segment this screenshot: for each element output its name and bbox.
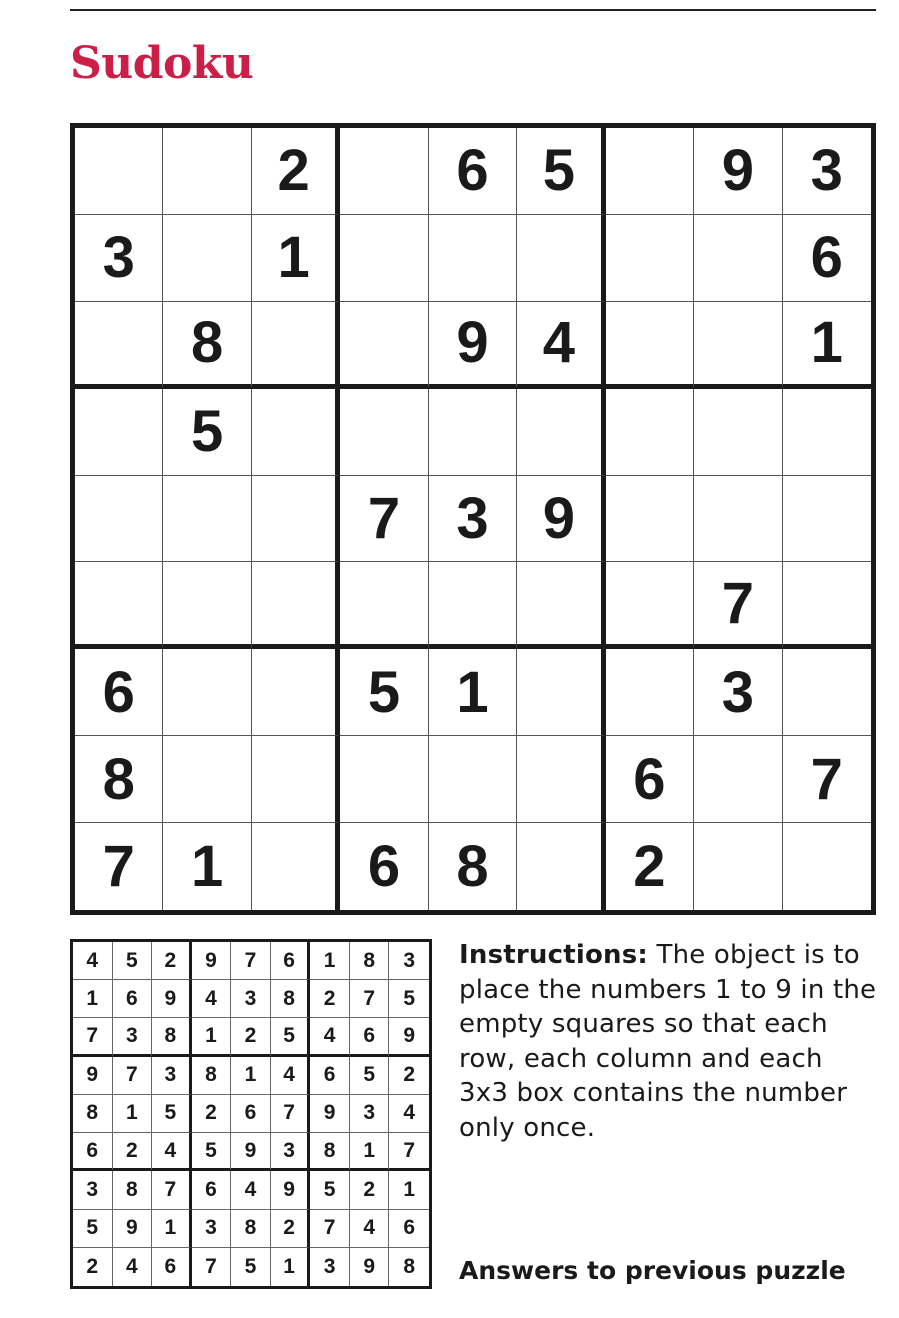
answer-cell-r6-c1: 6 [73, 1133, 113, 1171]
answer-cell-r2-c7: 2 [310, 980, 350, 1018]
puzzle-cell-r7-c4: 5 [340, 649, 428, 736]
puzzle-cell-r6-c5[interactable] [429, 562, 517, 649]
puzzle-cell-r2-c3: 1 [252, 215, 340, 302]
puzzle-cell-r1-c4[interactable] [340, 128, 428, 215]
answer-cell-r2-c8: 7 [350, 980, 390, 1018]
puzzle-cell-r5-c2[interactable] [163, 476, 251, 563]
answer-cell-r4-c4: 8 [192, 1057, 232, 1095]
answer-cell-r9-c8: 9 [350, 1248, 390, 1286]
answer-cell-r6-c5: 9 [231, 1133, 271, 1171]
puzzle-cell-r5-c3[interactable] [252, 476, 340, 563]
answer-cell-r8-c5: 8 [231, 1210, 271, 1248]
answer-cell-r7-c3: 7 [152, 1171, 192, 1209]
answer-cell-r9-c5: 5 [231, 1248, 271, 1286]
puzzle-cell-r6-c2[interactable] [163, 562, 251, 649]
puzzle-cell-r9-c5: 8 [429, 823, 517, 910]
answer-cell-r7-c1: 3 [73, 1171, 113, 1209]
puzzle-cell-r7-c3[interactable] [252, 649, 340, 736]
answer-cell-r2-c4: 4 [192, 980, 232, 1018]
puzzle-cell-r1-c7[interactable] [606, 128, 694, 215]
answer-cell-r6-c3: 4 [152, 1133, 192, 1171]
puzzle-cell-r6-c4[interactable] [340, 562, 428, 649]
answer-cell-r5-c2: 1 [113, 1095, 153, 1133]
answer-cell-r5-c5: 6 [231, 1095, 271, 1133]
answer-cell-r9-c3: 6 [152, 1248, 192, 1286]
answer-cell-r7-c8: 2 [350, 1171, 390, 1209]
puzzle-cell-r8-c5[interactable] [429, 736, 517, 823]
answer-cell-r4-c9: 2 [389, 1057, 429, 1095]
answer-cell-r8-c6: 2 [271, 1210, 311, 1248]
answer-cell-r4-c7: 6 [310, 1057, 350, 1095]
puzzle-cell-r9-c1: 7 [75, 823, 163, 910]
answer-cell-r8-c1: 5 [73, 1210, 113, 1248]
puzzle-cell-r1-c8: 9 [694, 128, 782, 215]
puzzle-cell-r7-c7[interactable] [606, 649, 694, 736]
puzzle-cell-r4-c5[interactable] [429, 389, 517, 476]
puzzle-cell-r6-c1[interactable] [75, 562, 163, 649]
answer-cell-r4-c5: 1 [231, 1057, 271, 1095]
answer-cell-r5-c7: 9 [310, 1095, 350, 1133]
instructions-label: Instructions: [459, 940, 649, 970]
puzzle-cell-r3-c3[interactable] [252, 302, 340, 389]
puzzle-cell-r7-c2[interactable] [163, 649, 251, 736]
top-rule [70, 9, 876, 11]
puzzle-cell-r6-c6[interactable] [517, 562, 605, 649]
puzzle-cell-r5-c9[interactable] [783, 476, 871, 563]
puzzle-cell-r2-c9: 6 [783, 215, 871, 302]
puzzle-cell-r4-c1[interactable] [75, 389, 163, 476]
puzzle-cell-r1-c2[interactable] [163, 128, 251, 215]
answer-cell-r2-c5: 3 [231, 980, 271, 1018]
answer-cell-r3-c3: 8 [152, 1018, 192, 1056]
answer-cell-r9-c4: 7 [192, 1248, 232, 1286]
puzzle-cell-r1-c9: 3 [783, 128, 871, 215]
puzzle-cell-r3-c5: 9 [429, 302, 517, 389]
answer-cell-r4-c6: 4 [271, 1057, 311, 1095]
puzzle-cell-r7-c6[interactable] [517, 649, 605, 736]
puzzle-cell-r3-c8[interactable] [694, 302, 782, 389]
answer-cell-r3-c2: 3 [113, 1018, 153, 1056]
puzzle-cell-r5-c8[interactable] [694, 476, 782, 563]
answer-cell-r5-c9: 4 [389, 1095, 429, 1133]
answer-cell-r5-c1: 8 [73, 1095, 113, 1133]
puzzle-cell-r3-c4[interactable] [340, 302, 428, 389]
puzzle-cell-r8-c2[interactable] [163, 736, 251, 823]
answer-cell-r7-c2: 8 [113, 1171, 153, 1209]
answer-cell-r3-c4: 1 [192, 1018, 232, 1056]
puzzle-cell-r8-c4[interactable] [340, 736, 428, 823]
answer-cell-r2-c6: 8 [271, 980, 311, 1018]
answer-cell-r3-c7: 4 [310, 1018, 350, 1056]
answer-cell-r5-c6: 7 [271, 1095, 311, 1133]
puzzle-cell-r3-c6: 4 [517, 302, 605, 389]
answer-cell-r8-c4: 3 [192, 1210, 232, 1248]
answer-cell-r9-c1: 2 [73, 1248, 113, 1286]
puzzle-cell-r3-c9: 1 [783, 302, 871, 389]
answer-grid [70, 939, 432, 1289]
puzzle-cell-r6-c8: 7 [694, 562, 782, 649]
puzzle-cell-r8-c8[interactable] [694, 736, 782, 823]
answer-cell-r7-c7: 5 [310, 1171, 350, 1209]
answer-cell-r6-c4: 5 [192, 1133, 232, 1171]
puzzle-cell-r1-c5: 6 [429, 128, 517, 215]
answer-cell-r8-c2: 9 [113, 1210, 153, 1248]
puzzle-cell-r8-c6[interactable] [517, 736, 605, 823]
puzzle-cell-r2-c4[interactable] [340, 215, 428, 302]
answer-cell-r4-c2: 7 [113, 1057, 153, 1095]
instructions-text: The object is to place the numbers 1 to 9 in the empty squares so that each row, each column and each 3x3 box contains the number only once. [459, 940, 877, 1143]
answer-cell-r6-c8: 1 [350, 1133, 390, 1171]
puzzle-cell-r8-c7: 6 [606, 736, 694, 823]
puzzle-cell-r9-c8[interactable] [694, 823, 782, 910]
answer-cell-r3-c8: 6 [350, 1018, 390, 1056]
answer-cell-r7-c4: 6 [192, 1171, 232, 1209]
puzzle-cell-r4-c6[interactable] [517, 389, 605, 476]
answer-cell-r3-c9: 9 [389, 1018, 429, 1056]
puzzle-cell-r4-c2: 5 [163, 389, 251, 476]
puzzle-cell-r7-c5: 1 [429, 649, 517, 736]
answer-cell-r8-c9: 6 [389, 1210, 429, 1248]
answer-cell-r6-c9: 7 [389, 1133, 429, 1171]
puzzle-cell-r2-c7[interactable] [606, 215, 694, 302]
answer-cell-r1-c7: 1 [310, 942, 350, 980]
answer-cell-r1-c4: 9 [192, 942, 232, 980]
answer-cell-r5-c8: 3 [350, 1095, 390, 1133]
puzzle-cell-r9-c7: 2 [606, 823, 694, 910]
answer-cell-r7-c9: 1 [389, 1171, 429, 1209]
answer-cell-r2-c9: 5 [389, 980, 429, 1018]
answer-cell-r1-c5: 7 [231, 942, 271, 980]
puzzle-cell-r7-c1: 6 [75, 649, 163, 736]
puzzle-cell-r4-c9[interactable] [783, 389, 871, 476]
puzzle-cell-r2-c2[interactable] [163, 215, 251, 302]
puzzle-cell-r6-c7[interactable] [606, 562, 694, 649]
answer-cell-r2-c2: 6 [113, 980, 153, 1018]
answer-cell-r8-c7: 7 [310, 1210, 350, 1248]
puzzle-cell-r8-c1: 8 [75, 736, 163, 823]
answer-cell-r7-c6: 9 [271, 1171, 311, 1209]
answer-cell-r8-c8: 4 [350, 1210, 390, 1248]
answer-cell-r1-c2: 5 [113, 942, 153, 980]
answer-cell-r3-c5: 2 [231, 1018, 271, 1056]
puzzle-cell-r8-c3[interactable] [252, 736, 340, 823]
puzzle-cell-r4-c3[interactable] [252, 389, 340, 476]
puzzle-cell-r9-c4: 6 [340, 823, 428, 910]
puzzle-cell-r7-c9[interactable] [783, 649, 871, 736]
answer-cell-r9-c6: 1 [271, 1248, 311, 1286]
answer-cell-r3-c6: 5 [271, 1018, 311, 1056]
page-title: Sudoku [70, 38, 254, 89]
answers-label: Answers to previous puzzle [459, 1256, 846, 1285]
puzzle-cell-r4-c7[interactable] [606, 389, 694, 476]
answer-cell-r7-c5: 4 [231, 1171, 271, 1209]
answer-cell-r9-c7: 3 [310, 1248, 350, 1286]
answer-cell-r9-c2: 4 [113, 1248, 153, 1286]
puzzle-cell-r3-c2: 8 [163, 302, 251, 389]
answer-cell-r9-c9: 8 [403, 1254, 416, 1278]
puzzle-cell-r4-c4[interactable] [340, 389, 428, 476]
answer-cell-r4-c3: 3 [152, 1057, 192, 1095]
answer-cell-r4-c8: 5 [350, 1057, 390, 1095]
puzzle-cell-r9-c6[interactable] [517, 823, 605, 910]
puzzle-cell-r1-c1[interactable] [75, 128, 163, 215]
puzzle-cell-r3-c7[interactable] [606, 302, 694, 389]
puzzle-cell-r1-c3: 2 [252, 128, 340, 215]
answer-cell-r1-c1: 4 [73, 942, 113, 980]
puzzle-cell-r5-c6: 9 [517, 476, 605, 563]
puzzle-cell-r2-c5[interactable] [429, 215, 517, 302]
puzzle-cell-r5-c4: 7 [340, 476, 428, 563]
puzzle-cell-r5-c7[interactable] [606, 476, 694, 563]
answer-cell-r2-c3: 9 [152, 980, 192, 1018]
answer-cell-r5-c3: 5 [152, 1095, 192, 1133]
answer-cell-r6-c2: 2 [113, 1133, 153, 1171]
answer-cell-r2-c1: 1 [73, 980, 113, 1018]
puzzle-cell-r2-c6[interactable] [517, 215, 605, 302]
puzzle-cell-r3-c1[interactable] [75, 302, 163, 389]
puzzle-cell-r1-c6: 5 [517, 128, 605, 215]
answer-cell-r1-c3: 2 [152, 942, 192, 980]
instructions [459, 938, 879, 1146]
puzzle-cell-r5-c5: 3 [429, 476, 517, 563]
puzzle-cell-r4-c8[interactable] [694, 389, 782, 476]
answer-cell-r1-c9: 3 [389, 942, 429, 980]
puzzle-cell-r9-c3[interactable] [252, 823, 340, 910]
answer-cell-r3-c1: 7 [73, 1018, 113, 1056]
puzzle-cell-r7-c8: 3 [694, 649, 782, 736]
puzzle-cell-r8-c9: 7 [783, 736, 871, 823]
answer-cell-r6-c6: 3 [271, 1133, 311, 1171]
puzzle-cell-r6-c3[interactable] [252, 562, 340, 649]
puzzle-cell-r2-c8[interactable] [694, 215, 782, 302]
puzzle-cell-r9-c2: 1 [163, 823, 251, 910]
sudoku-grid [70, 123, 876, 915]
answer-cell-r4-c1: 9 [73, 1057, 113, 1095]
puzzle-cell-r9-c9[interactable] [783, 823, 871, 910]
puzzle-cell-r6-c9[interactable] [783, 562, 871, 649]
answer-cell-r1-c6: 6 [271, 942, 311, 980]
answer-cell-r1-c8: 8 [350, 942, 390, 980]
answer-cell-r6-c7: 8 [310, 1133, 350, 1171]
puzzle-cell-r2-c1: 3 [75, 215, 163, 302]
puzzle-cell-r5-c1[interactable] [75, 476, 163, 563]
answer-cell-r5-c4: 2 [192, 1095, 232, 1133]
answer-cell-r8-c3: 1 [152, 1210, 192, 1248]
